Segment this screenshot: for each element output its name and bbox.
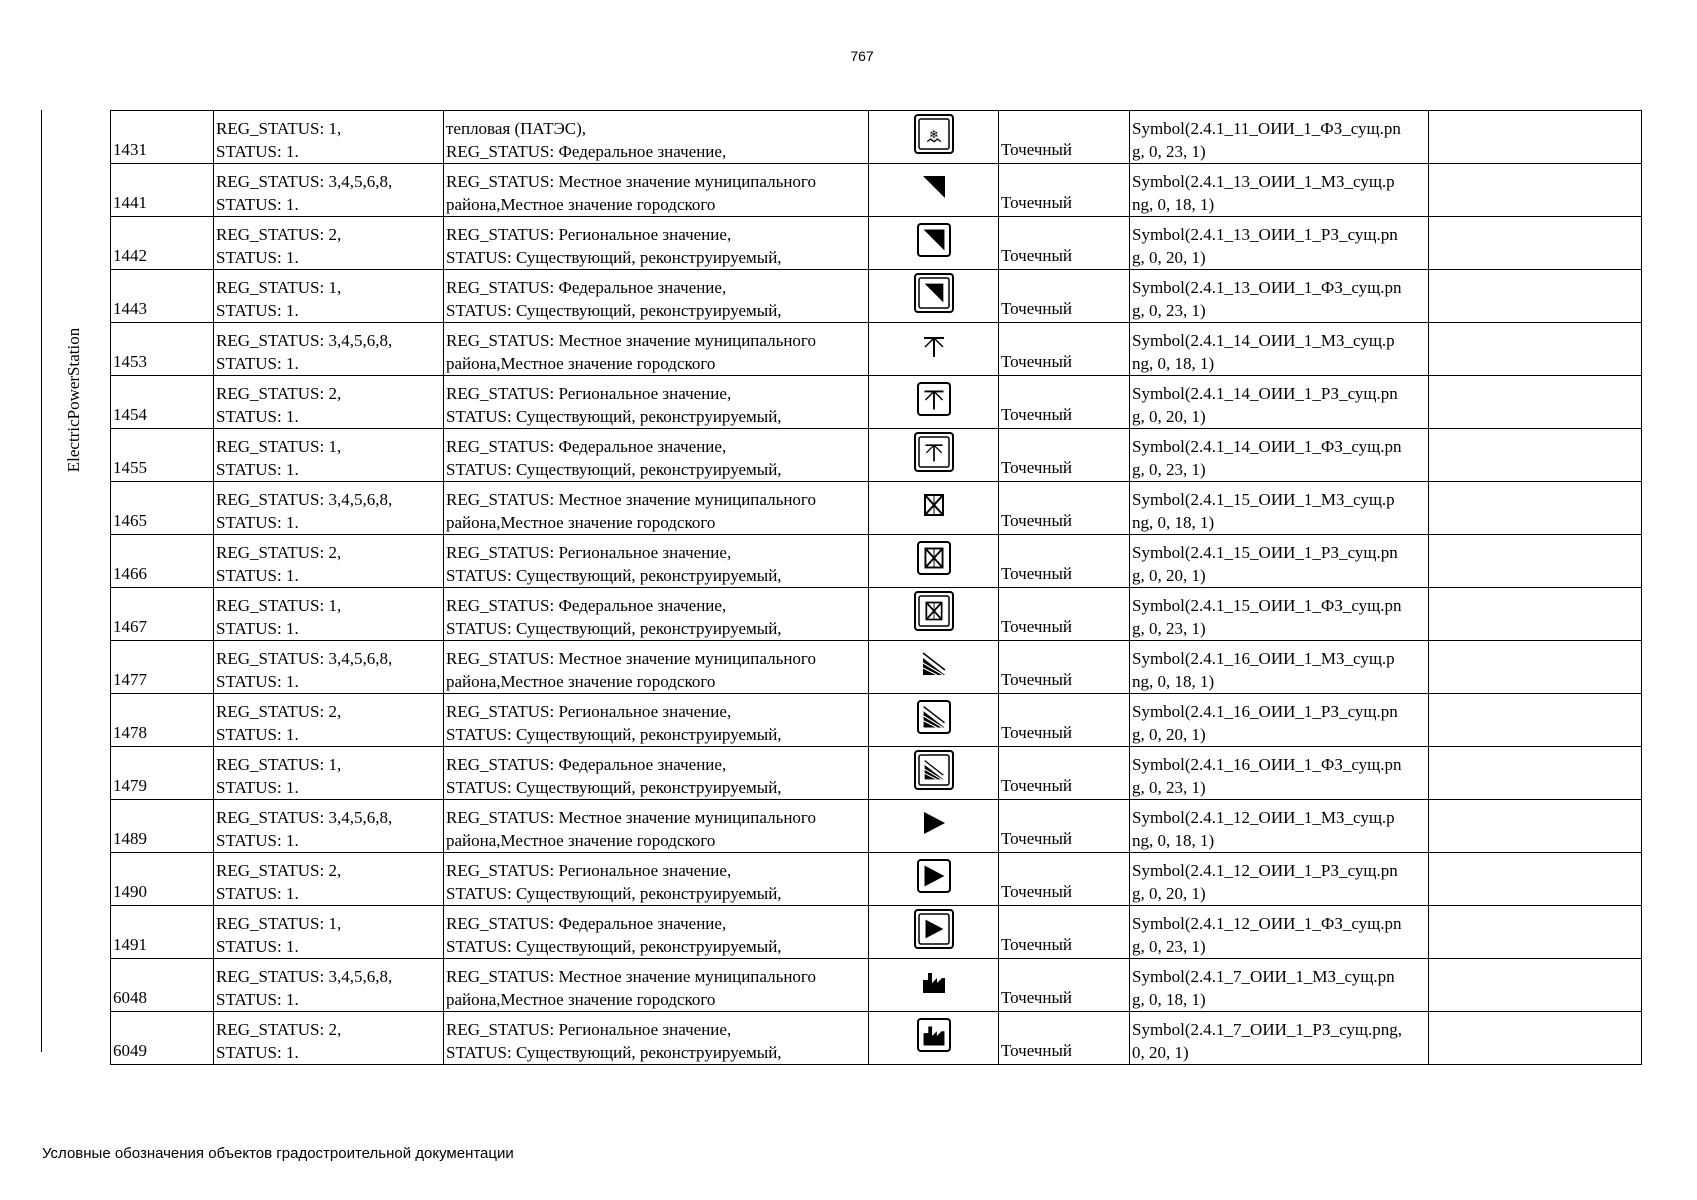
notes-cell: [1429, 959, 1642, 1012]
symbol-cell: [869, 323, 999, 376]
condition-line-2: STATUS: 1.: [216, 990, 299, 1009]
symbol-expression-line-1: Symbol(2.4.1_16_ОИИ_1_МЗ_сущ.p: [1132, 649, 1395, 668]
description-cell: [444, 164, 869, 217]
condition-line-1: REG_STATUS: 1,: [216, 914, 342, 933]
row-id: 1454: [111, 376, 214, 429]
notes-cell: [1429, 747, 1642, 800]
symbol-expression-cell: [1130, 853, 1429, 906]
description-cell: [444, 800, 869, 853]
triangle-regional-icon: [913, 219, 955, 261]
symbol-expression-cell: [1130, 694, 1429, 747]
cross-box-local-icon: [913, 484, 955, 526]
condition-line-1: REG_STATUS: 2,: [216, 1020, 342, 1039]
description-cell: [444, 482, 869, 535]
description-line-2: STATUS: Существующий, реконструируемый,: [446, 725, 782, 744]
notes-cell: [1429, 853, 1642, 906]
condition-line-1: REG_STATUS: 2,: [216, 861, 342, 880]
condition-line-1: REG_STATUS: 1,: [216, 755, 342, 774]
condition-line-1: REG_STATUS: 2,: [216, 543, 342, 562]
description-line-1: REG_STATUS: Региональное значение,: [446, 543, 732, 562]
symbol-expression-cell: [1130, 588, 1429, 641]
condition-line-1: REG_STATUS: 3,4,5,6,8,: [216, 490, 393, 509]
description-line-2: STATUS: Существующий, реконструируемый,: [446, 248, 782, 267]
geometry-type: Точечный: [999, 800, 1130, 853]
description-cell: [444, 588, 869, 641]
factory-regional-icon: [913, 1014, 955, 1056]
description-line-2: STATUS: Существующий, реконструируемый,: [446, 937, 782, 956]
symbol-expression-line-2: g, 0, 20, 1): [1132, 566, 1206, 585]
symbol-cell: [869, 429, 999, 482]
notes-cell: [1429, 323, 1642, 376]
page-number: 767: [850, 48, 874, 64]
description-line-2: района,Местное значение городского: [446, 354, 716, 373]
symbol-cell: [869, 959, 999, 1012]
footer-caption: Условные обозначения объектов градостроительной документации: [42, 1145, 514, 1162]
notes-cell: [1429, 906, 1642, 959]
symbol-cell: [869, 376, 999, 429]
description-line-2: STATUS: Существующий, реконструируемый,: [446, 884, 782, 903]
table-row: [111, 853, 1642, 906]
condition-cell: [214, 111, 444, 164]
symbol-expression-cell: [1130, 217, 1429, 270]
notes-cell: [1429, 588, 1642, 641]
condition-cell: [214, 482, 444, 535]
table-row: [111, 588, 1642, 641]
condition-line-1: REG_STATUS: 3,4,5,6,8,: [216, 172, 393, 191]
svg-text:❄: ❄: [928, 127, 939, 142]
condition-cell: [214, 323, 444, 376]
condition-cell: [214, 217, 444, 270]
condition-line-1: REG_STATUS: 1,: [216, 596, 342, 615]
condition-line-2: STATUS: 1.: [216, 619, 299, 638]
symbol-expression-line-2: ng, 0, 18, 1): [1132, 672, 1215, 691]
description-cell: [444, 535, 869, 588]
symbol-cell: [869, 641, 999, 694]
thermal-federal-icon: [913, 113, 955, 155]
row-id: 1466: [111, 535, 214, 588]
description-line-1: REG_STATUS: Федеральное значение,: [446, 278, 727, 297]
symbol-cell: [869, 1012, 999, 1065]
table-row: [111, 1012, 1642, 1065]
description-cell: [444, 853, 869, 906]
symbol-expression-line-2: ng, 0, 18, 1): [1132, 513, 1215, 532]
condition-line-2: STATUS: 1.: [216, 460, 299, 479]
symbol-expression-line-1: Symbol(2.4.1_12_ОИИ_1_ФЗ_сущ.pn: [1132, 914, 1402, 933]
row-id: 1489: [111, 800, 214, 853]
geometry-type: Точечный: [999, 429, 1130, 482]
description-line-1: REG_STATUS: Региональное значение,: [446, 1020, 732, 1039]
table-row: [111, 800, 1642, 853]
symbol-expression-line-1: Symbol(2.4.1_16_ОИИ_1_ФЗ_сущ.pn: [1132, 755, 1402, 774]
symbol-expression-line-2: ng, 0, 18, 1): [1132, 195, 1215, 214]
notes-cell: [1429, 535, 1642, 588]
table-row: [111, 641, 1642, 694]
table-row: [111, 217, 1642, 270]
symbol-cell: [869, 164, 999, 217]
symbol-cell: [869, 694, 999, 747]
condition-line-2: STATUS: 1.: [216, 513, 299, 532]
description-line-1: REG_STATUS: Федеральное значение,: [446, 914, 727, 933]
symbol-cell: [869, 111, 999, 164]
symbol-expression-cell: [1130, 376, 1429, 429]
row-id: 1467: [111, 588, 214, 641]
geometry-type: Точечный: [999, 906, 1130, 959]
notes-cell: [1429, 376, 1642, 429]
symbol-expression-line-1: Symbol(2.4.1_15_ОИИ_1_РЗ_сущ.pn: [1132, 543, 1398, 562]
wind-federal-icon: [913, 431, 955, 473]
geometry-type: Точечный: [999, 217, 1130, 270]
condition-cell: [214, 164, 444, 217]
table-row: [111, 111, 1642, 164]
row-id: 1491: [111, 906, 214, 959]
row-id: 1442: [111, 217, 214, 270]
symbol-expression-cell: [1130, 747, 1429, 800]
condition-line-2: STATUS: 1.: [216, 195, 299, 214]
description-line-1: REG_STATUS: Местное значение муниципального: [446, 967, 816, 986]
geometry-type: Точечный: [999, 853, 1130, 906]
symbol-cell: [869, 906, 999, 959]
row-id: 1441: [111, 164, 214, 217]
condition-line-1: REG_STATUS: 2,: [216, 384, 342, 403]
geometry-type: Точечный: [999, 482, 1130, 535]
table-row: [111, 270, 1642, 323]
description-line-2: STATUS: Существующий, реконструируемый,: [446, 1043, 782, 1062]
symbol-expression-line-1: Symbol(2.4.1_7_ОИИ_1_РЗ_сущ.png,: [1132, 1020, 1402, 1039]
symbol-cell: [869, 217, 999, 270]
description-line-1: REG_STATUS: Региональное значение,: [446, 384, 732, 403]
description-cell: [444, 641, 869, 694]
row-id: 1465: [111, 482, 214, 535]
condition-line-2: STATUS: 1.: [216, 884, 299, 903]
notes-cell: [1429, 164, 1642, 217]
notes-cell: [1429, 641, 1642, 694]
symbol-expression-cell: [1130, 535, 1429, 588]
table-row: [111, 906, 1642, 959]
description-line-1: тепловая (ПАТЭС),: [446, 119, 587, 138]
symbol-expression-line-2: g, 0, 18, 1): [1132, 990, 1206, 1009]
cross-box-regional-icon: [913, 537, 955, 579]
symbol-expression-line-2: g, 0, 23, 1): [1132, 142, 1206, 161]
factory-local-icon: [913, 961, 955, 1003]
play-federal-icon: [913, 908, 955, 950]
geometry-type: Точечный: [999, 588, 1130, 641]
table-row: [111, 747, 1642, 800]
symbol-expression-cell: [1130, 429, 1429, 482]
condition-line-2: STATUS: 1.: [216, 937, 299, 956]
condition-line-1: REG_STATUS: 2,: [216, 225, 342, 244]
symbol-expression-line-1: Symbol(2.4.1_15_ОИИ_1_МЗ_сущ.p: [1132, 490, 1395, 509]
symbol-cell: [869, 535, 999, 588]
margin-rule: [41, 110, 42, 1052]
description-line-2: района,Местное значение городского: [446, 672, 716, 691]
description-line-1: REG_STATUS: Местное значение муниципального: [446, 490, 816, 509]
symbol-expression-line-1: Symbol(2.4.1_13_ОИИ_1_РЗ_сущ.pn: [1132, 225, 1398, 244]
condition-cell: [214, 270, 444, 323]
table-row: [111, 429, 1642, 482]
description-line-1: REG_STATUS: Федеральное значение,: [446, 596, 727, 615]
row-id: 1478: [111, 694, 214, 747]
description-line-1: REG_STATUS: Региональное значение,: [446, 861, 732, 880]
condition-line-1: REG_STATUS: 3,4,5,6,8,: [216, 331, 393, 350]
symbol-expression-line-2: ng, 0, 18, 1): [1132, 354, 1215, 373]
geometry-type: Точечный: [999, 376, 1130, 429]
description-line-1: REG_STATUS: Региональное значение,: [446, 225, 732, 244]
symbol-expression-line-1: Symbol(2.4.1_14_ОИИ_1_МЗ_сущ.p: [1132, 331, 1395, 350]
description-cell: [444, 1012, 869, 1065]
description-line-2: REG_STATUS: Федеральное значение,: [446, 142, 727, 161]
row-id: 1443: [111, 270, 214, 323]
row-id: 1453: [111, 323, 214, 376]
symbol-expression-line-1: Symbol(2.4.1_16_ОИИ_1_РЗ_сущ.pn: [1132, 702, 1398, 721]
geometry-type: Точечный: [999, 641, 1130, 694]
condition-line-1: REG_STATUS: 2,: [216, 702, 342, 721]
condition-line-1: REG_STATUS: 1,: [216, 278, 342, 297]
symbol-expression-line-2: g, 0, 20, 1): [1132, 884, 1206, 903]
solar-federal-icon: [913, 749, 955, 791]
symbol-expression-line-1: Symbol(2.4.1_13_ОИИ_1_ФЗ_сущ.pn: [1132, 278, 1402, 297]
symbol-expression-line-1: Symbol(2.4.1_11_ОИИ_1_ФЗ_сущ.pn: [1132, 119, 1401, 138]
description-line-2: района,Местное значение городского: [446, 195, 716, 214]
symbol-expression-line-1: Symbol(2.4.1_12_ОИИ_1_РЗ_сущ.pn: [1132, 861, 1398, 880]
condition-cell: [214, 747, 444, 800]
description-line-1: REG_STATUS: Местное значение муниципального: [446, 649, 816, 668]
geometry-type: Точечный: [999, 747, 1130, 800]
table-row: [111, 694, 1642, 747]
table-row: [111, 323, 1642, 376]
description-line-1: REG_STATUS: Региональное значение,: [446, 702, 732, 721]
condition-line-1: REG_STATUS: 3,4,5,6,8,: [216, 808, 393, 827]
symbol-cell: [869, 270, 999, 323]
symbol-expression-cell: [1130, 164, 1429, 217]
table-row: [111, 959, 1642, 1012]
description-line-1: REG_STATUS: Местное значение муниципального: [446, 172, 816, 191]
condition-cell: [214, 800, 444, 853]
description-line-2: района,Местное значение городского: [446, 831, 716, 850]
triangle-local-icon: [913, 166, 955, 208]
description-line-1: REG_STATUS: Местное значение муниципального: [446, 808, 816, 827]
symbol-expression-line-2: 0, 20, 1): [1132, 1043, 1189, 1062]
notes-cell: [1429, 482, 1642, 535]
condition-line-1: REG_STATUS: 1,: [216, 119, 342, 138]
symbol-expression-cell: [1130, 111, 1429, 164]
wind-regional-icon: [913, 378, 955, 420]
symbol-expression-cell: [1130, 482, 1429, 535]
symbol-expression-cell: [1130, 1012, 1429, 1065]
condition-cell: [214, 641, 444, 694]
condition-line-2: STATUS: 1.: [216, 142, 299, 161]
condition-line-2: STATUS: 1.: [216, 778, 299, 797]
description-cell: [444, 323, 869, 376]
description-line-2: STATUS: Существующий, реконструируемый,: [446, 566, 782, 585]
geometry-type: Точечный: [999, 959, 1130, 1012]
symbol-cell: [869, 482, 999, 535]
condition-cell: [214, 694, 444, 747]
symbol-expression-line-1: Symbol(2.4.1_12_ОИИ_1_МЗ_сущ.p: [1132, 808, 1395, 827]
table-row: [111, 376, 1642, 429]
row-id: 1490: [111, 853, 214, 906]
notes-cell: [1429, 694, 1642, 747]
symbol-cell: [869, 853, 999, 906]
notes-cell: [1429, 1012, 1642, 1065]
solar-local-icon: [913, 643, 955, 685]
condition-line-2: STATUS: 1.: [216, 725, 299, 744]
symbol-expression-line-1: Symbol(2.4.1_14_ОИИ_1_РЗ_сущ.pn: [1132, 384, 1398, 403]
condition-line-1: REG_STATUS: 3,4,5,6,8,: [216, 967, 393, 986]
description-cell: [444, 376, 869, 429]
description-cell: [444, 429, 869, 482]
side-label: ElectricPowerStation: [64, 327, 83, 473]
play-local-icon: [913, 802, 955, 844]
symbol-expression-line-2: g, 0, 23, 1): [1132, 778, 1206, 797]
symbol-cell: [869, 588, 999, 641]
symbol-expression-line-1: Symbol(2.4.1_14_ОИИ_1_ФЗ_сущ.pn: [1132, 437, 1402, 456]
symbol-expression-cell: [1130, 906, 1429, 959]
geometry-type: Точечный: [999, 270, 1130, 323]
symbol-expression-line-2: g, 0, 20, 1): [1132, 248, 1206, 267]
symbol-expression-line-2: g, 0, 23, 1): [1132, 460, 1206, 479]
symbol-expression-line-1: Symbol(2.4.1_15_ОИИ_1_ФЗ_сущ.pn: [1132, 596, 1402, 615]
symbol-expression-cell: [1130, 959, 1429, 1012]
description-line-2: STATUS: Существующий, реконструируемый,: [446, 460, 782, 479]
wind-local-icon: [913, 325, 955, 367]
condition-line-2: STATUS: 1.: [216, 407, 299, 426]
geometry-type: Точечный: [999, 323, 1130, 376]
condition-cell: [214, 959, 444, 1012]
notes-cell: [1429, 800, 1642, 853]
geometry-type: Точечный: [999, 535, 1130, 588]
table-row: [111, 535, 1642, 588]
symbol-expression-cell: [1130, 800, 1429, 853]
geometry-type: Точечный: [999, 1012, 1130, 1065]
condition-line-2: STATUS: 1.: [216, 831, 299, 850]
row-id: 6048: [111, 959, 214, 1012]
geometry-type: Точечный: [999, 694, 1130, 747]
symbol-expression-line-2: g, 0, 23, 1): [1132, 301, 1206, 320]
symbol-expression-cell: [1130, 641, 1429, 694]
symbol-expression-line-2: g, 0, 23, 1): [1132, 619, 1206, 638]
symbol-cell: [869, 800, 999, 853]
condition-line-2: STATUS: 1.: [216, 672, 299, 691]
description-cell: [444, 906, 869, 959]
condition-line-2: STATUS: 1.: [216, 301, 299, 320]
symbol-expression-line-2: g, 0, 20, 1): [1132, 725, 1206, 744]
condition-cell: [214, 588, 444, 641]
geometry-type: Точечный: [999, 111, 1130, 164]
symbol-expression-line-2: g, 0, 20, 1): [1132, 407, 1206, 426]
row-id: 1431: [111, 111, 214, 164]
description-line-1: REG_STATUS: Федеральное значение,: [446, 755, 727, 774]
condition-cell: [214, 429, 444, 482]
condition-cell: [214, 376, 444, 429]
notes-cell: [1429, 429, 1642, 482]
symbol-expression-line-1: Symbol(2.4.1_13_ОИИ_1_МЗ_сущ.p: [1132, 172, 1395, 191]
condition-line-2: STATUS: 1.: [216, 354, 299, 373]
symbol-expression-cell: [1130, 270, 1429, 323]
condition-line-1: REG_STATUS: 3,4,5,6,8,: [216, 649, 393, 668]
description-cell: [444, 111, 869, 164]
play-regional-icon: [913, 855, 955, 897]
notes-cell: [1429, 270, 1642, 323]
condition-line-1: REG_STATUS: 1,: [216, 437, 342, 456]
symbols-table: [110, 110, 1642, 1065]
description-cell: [444, 270, 869, 323]
symbol-expression-cell: [1130, 323, 1429, 376]
symbol-cell: [869, 747, 999, 800]
condition-cell: [214, 535, 444, 588]
condition-cell: [214, 1012, 444, 1065]
description-line-1: REG_STATUS: Местное значение муниципального: [446, 331, 816, 350]
table-row: [111, 482, 1642, 535]
cross-box-federal-icon: [913, 590, 955, 632]
description-cell: [444, 694, 869, 747]
condition-line-2: STATUS: 1.: [216, 566, 299, 585]
symbol-expression-line-2: ng, 0, 18, 1): [1132, 831, 1215, 850]
description-cell: [444, 217, 869, 270]
description-line-2: STATUS: Существующий, реконструируемый,: [446, 407, 782, 426]
row-id: 1479: [111, 747, 214, 800]
condition-cell: [214, 906, 444, 959]
condition-line-2: STATUS: 1.: [216, 248, 299, 267]
description-line-1: REG_STATUS: Федеральное значение,: [446, 437, 727, 456]
description-line-2: района,Местное значение городского: [446, 513, 716, 532]
symbol-expression-line-2: g, 0, 23, 1): [1132, 937, 1206, 956]
description-line-2: STATUS: Существующий, реконструируемый,: [446, 301, 782, 320]
row-id: 6049: [111, 1012, 214, 1065]
description-cell: [444, 959, 869, 1012]
description-cell: [444, 747, 869, 800]
notes-cell: [1429, 111, 1642, 164]
notes-cell: [1429, 217, 1642, 270]
description-line-2: STATUS: Существующий, реконструируемый,: [446, 778, 782, 797]
geometry-type: Точечный: [999, 164, 1130, 217]
condition-line-2: STATUS: 1.: [216, 1043, 299, 1062]
description-line-2: STATUS: Существующий, реконструируемый,: [446, 619, 782, 638]
row-id: 1455: [111, 429, 214, 482]
symbol-expression-line-1: Symbol(2.4.1_7_ОИИ_1_МЗ_сущ.pn: [1132, 967, 1395, 986]
row-id: 1477: [111, 641, 214, 694]
table-row: [111, 164, 1642, 217]
solar-regional-icon: [913, 696, 955, 738]
description-line-2: района,Местное значение городского: [446, 990, 716, 1009]
triangle-federal-icon: [913, 272, 955, 314]
condition-cell: [214, 853, 444, 906]
